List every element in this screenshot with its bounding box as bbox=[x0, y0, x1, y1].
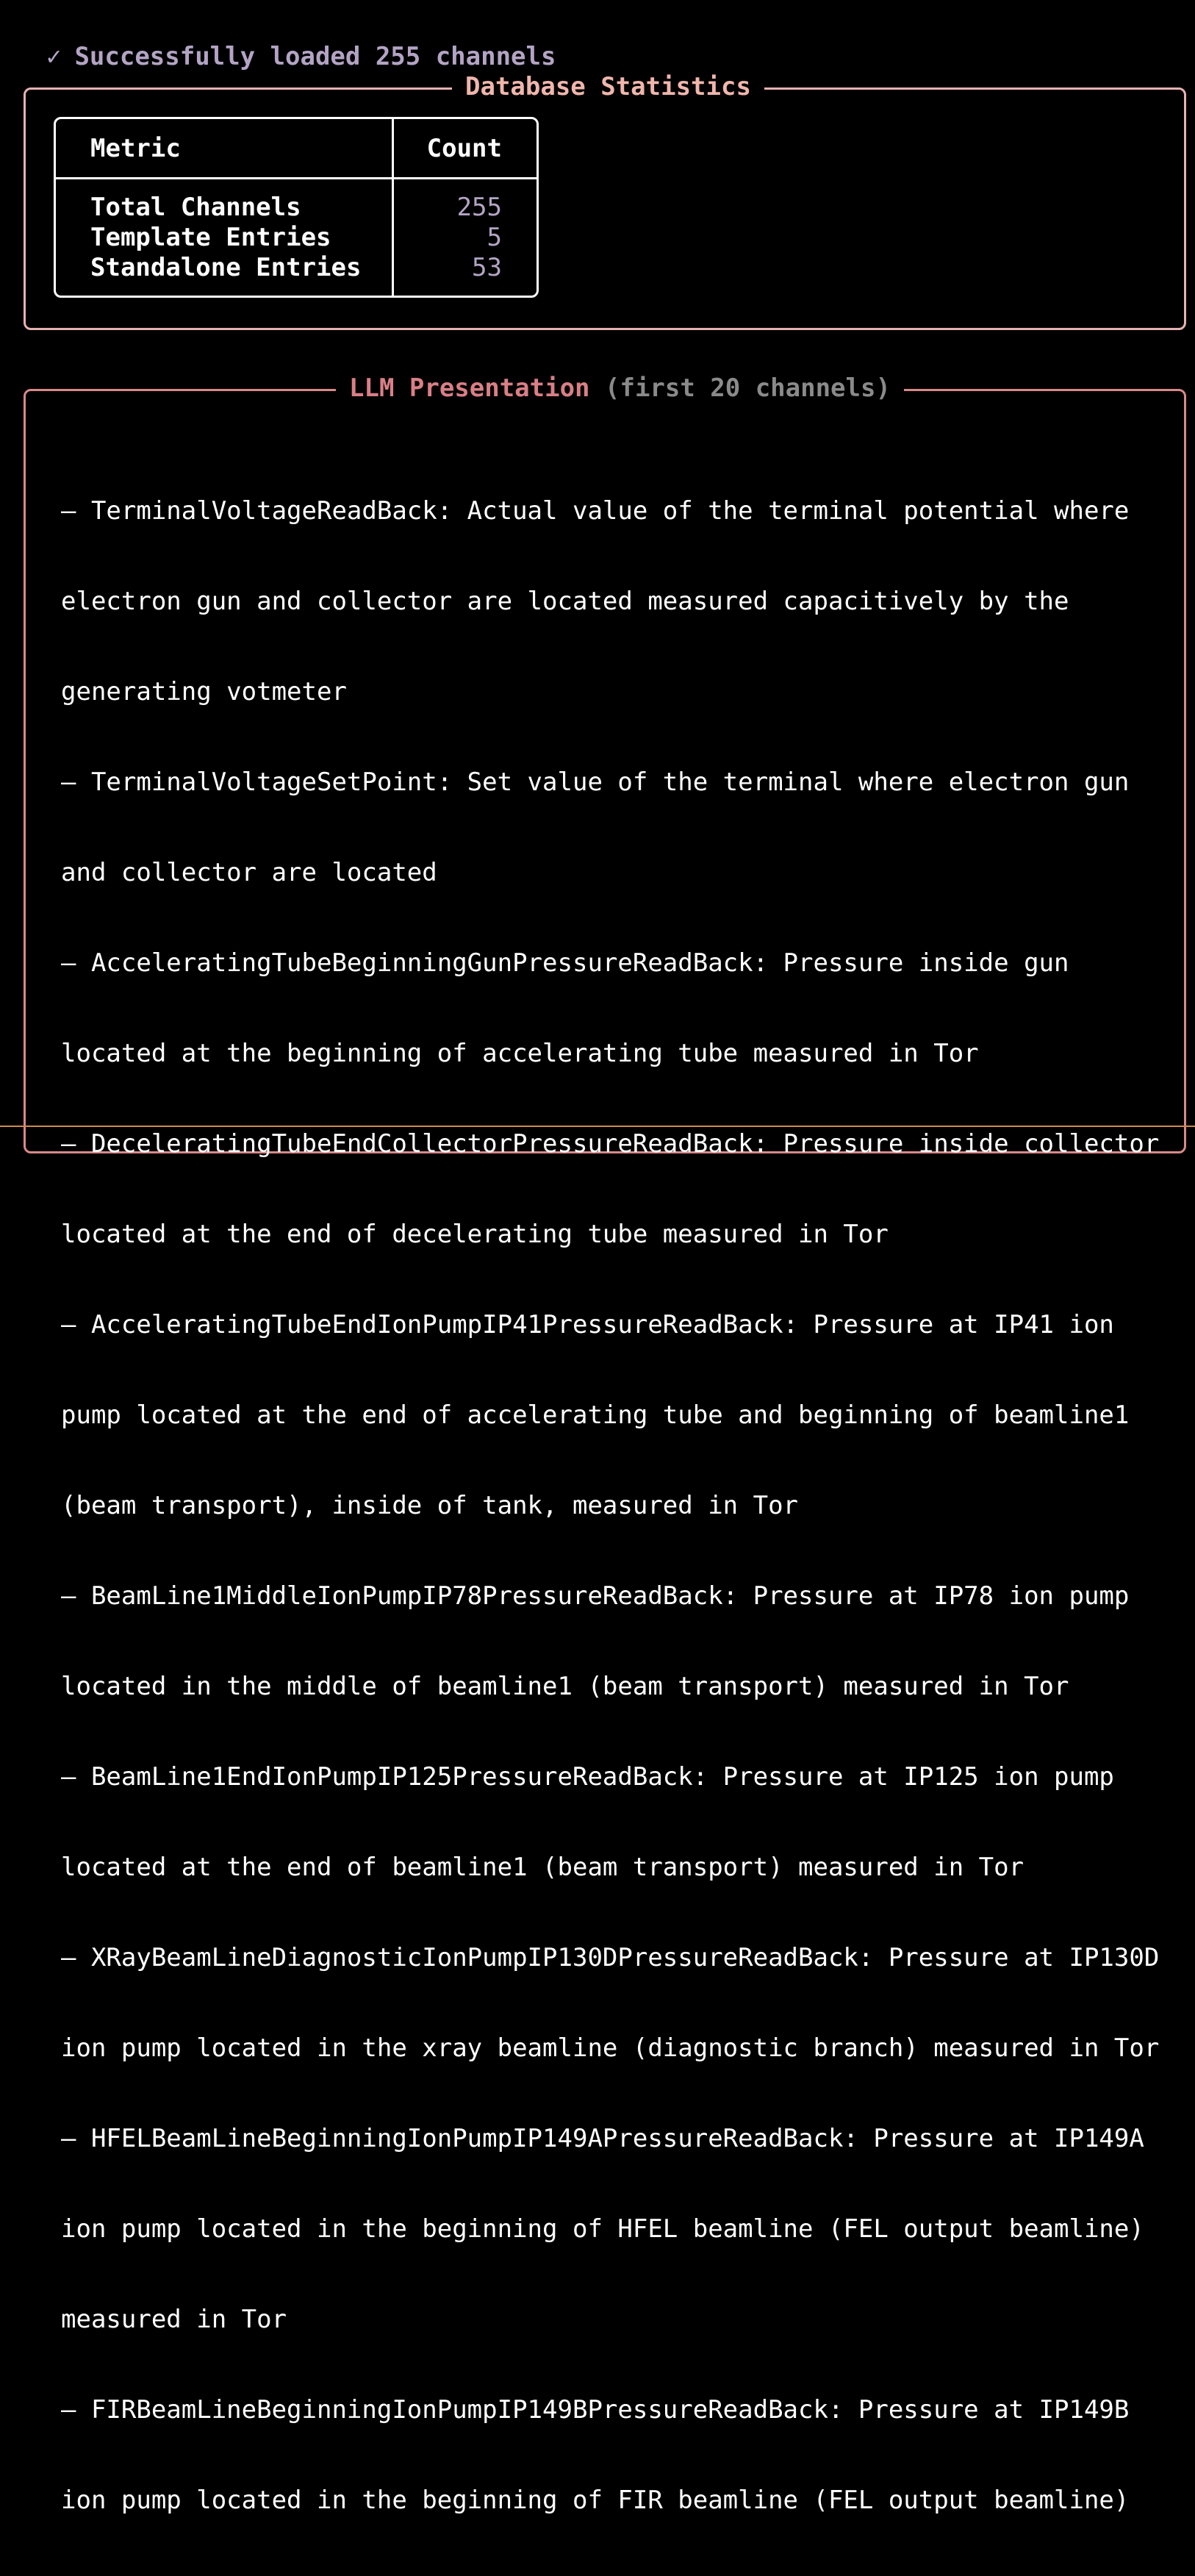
text-line: ion pump located in the beginning of HFEL beamline (FEL output beamline) bbox=[61, 2214, 1144, 2244]
table-row-metric: Template Entries bbox=[90, 223, 331, 252]
text-line: located in the middle of beamline1 (beam transport) measured in Tor bbox=[61, 1672, 1069, 1701]
text-line: ion pump located in the beginning of FIR beamline (FEL output beamline) bbox=[61, 2486, 1130, 2515]
status-message: Successfully loaded 255 channels bbox=[74, 42, 556, 71]
text-line: ion pump located in the xray beamline (diagnostic branch) measured in Tor bbox=[61, 2033, 1160, 2063]
text-line: – BeamLine1MiddleIonPumpIP78PressureReadBack: Pressure at IP78 ion pump bbox=[61, 1581, 1130, 1611]
text-line: located at the beginning of accelerating tube measured in Tor bbox=[61, 1039, 979, 1068]
table-row-count: 255 bbox=[456, 193, 502, 222]
text-line: – TerminalVoltageSetPoint: Set value of the terminal where electron gun bbox=[61, 768, 1130, 797]
table-header-count: Count bbox=[426, 134, 502, 163]
checkmark-icon: ✓ bbox=[46, 42, 62, 71]
table-header-metric: Metric bbox=[90, 134, 181, 163]
table-row-metric: Standalone Entries bbox=[90, 253, 362, 282]
text-line: measured in Tor bbox=[61, 2305, 287, 2334]
text-line: – TerminalVoltageReadBack: Actual value of the terminal potential where bbox=[61, 496, 1130, 526]
table-row-count: 53 bbox=[472, 253, 502, 282]
channel-description-list bbox=[61, 436, 1163, 2576]
llm-title-subtitle: (first 20 channels) bbox=[605, 373, 891, 403]
status-line bbox=[16, 12, 556, 72]
text-line: located at the end of beamline1 (beam transport) measured in Tor bbox=[61, 1853, 1024, 1882]
text-line: – XRayBeamLineDiagnosticIonPumpIP130DPressureReadBack: Pressure at IP130D bbox=[61, 1943, 1160, 1972]
llm-presentation-panel bbox=[24, 373, 1186, 2515]
database-statistics-title: Database Statistics bbox=[452, 72, 764, 102]
text-line: – AcceleratingTubeBeginningGunPressureReadBack: Pressure inside gun bbox=[61, 948, 1069, 978]
text-line: (beam transport), inside of tank, measured in Tor bbox=[61, 1491, 799, 1520]
text-line: generating votmeter bbox=[61, 677, 347, 706]
llm-title-main: LLM Presentation bbox=[349, 373, 590, 403]
text-line: pump located at the end of accelerating tube and beginning of beamline1 bbox=[61, 1400, 1130, 1430]
table-header-divider bbox=[56, 177, 537, 179]
table-column-divider bbox=[392, 119, 394, 296]
text-line: located at the end of decelerating tube measured in Tor bbox=[61, 1220, 889, 1249]
text-line: – BeamLine1EndIonPumpIP125PressureReadBack: Pressure at IP125 ion pump bbox=[61, 1762, 1114, 1792]
text-line: – DeceleratingTubeEndCollectorPressureReadBack: Pressure inside collector bbox=[61, 1129, 1160, 1159]
llm-presentation-title bbox=[336, 373, 904, 404]
table-row-count: 5 bbox=[487, 223, 502, 252]
table-row-metric: Total Channels bbox=[90, 193, 301, 222]
terminal-bottom-divider bbox=[0, 1126, 1195, 1127]
text-line: electron gun and collector are located measured capacitively by the bbox=[61, 587, 1069, 616]
text-line: – HFELBeamLineBeginningIonPumpIP149APressureReadBack: Pressure at IP149A bbox=[61, 2124, 1144, 2153]
database-statistics-panel bbox=[24, 72, 1186, 330]
text-line: – FIRBeamLineBeginningIonPumpIP149BPressureReadBack: Pressure at IP149B bbox=[61, 2395, 1130, 2425]
text-line: – AcceleratingTubeEndIonPumpIP41PressureReadBack: Pressure at IP41 ion bbox=[61, 1310, 1114, 1339]
text-line: and collector are located bbox=[61, 858, 437, 887]
statistics-table bbox=[54, 117, 539, 298]
